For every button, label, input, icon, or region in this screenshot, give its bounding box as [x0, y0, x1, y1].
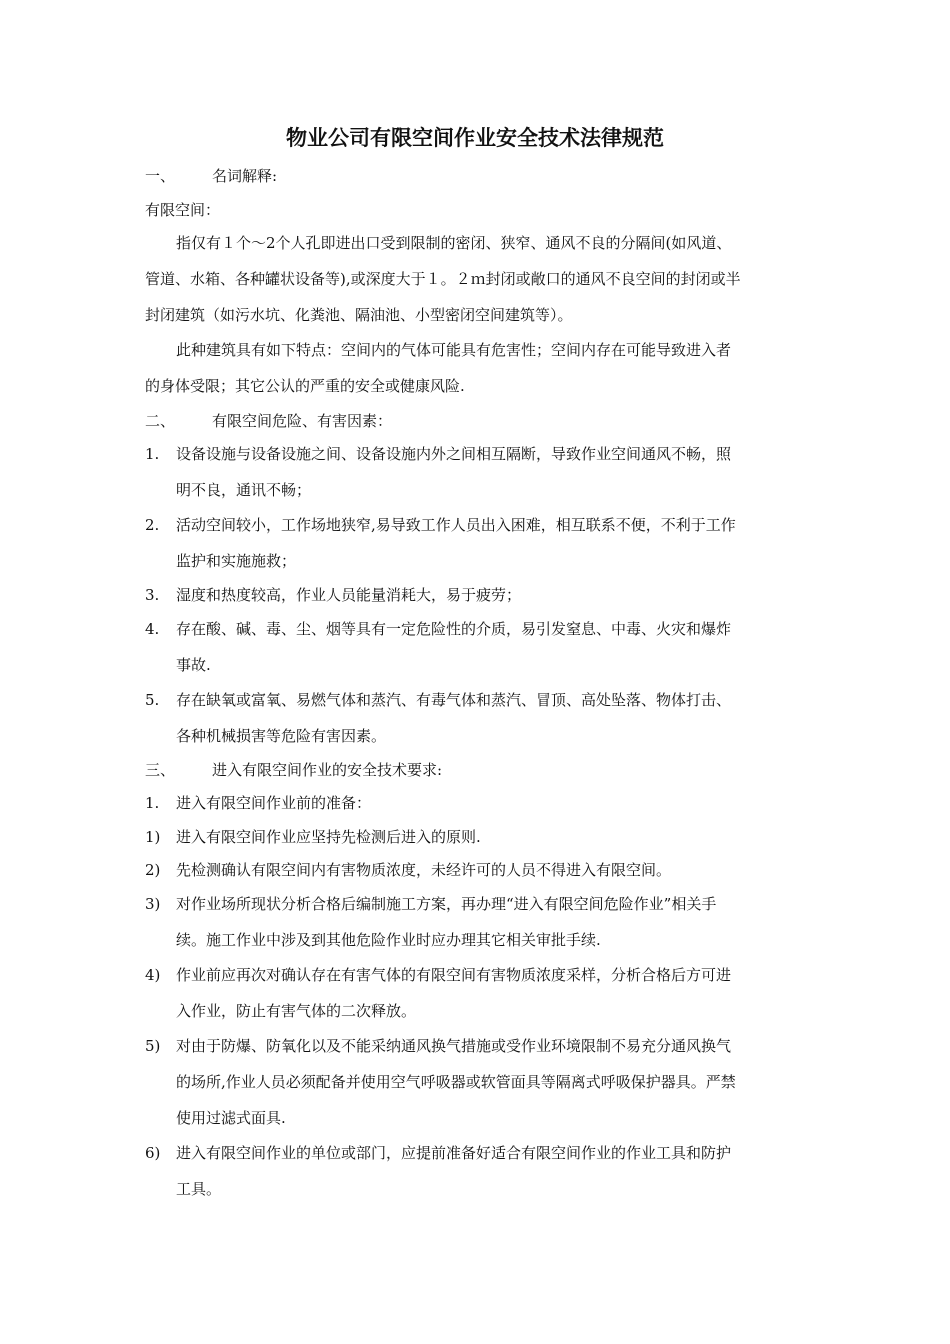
definition-heading: 有限空间： — [145, 201, 221, 219]
requirement-text: 进入有限空间作业的单位或部门，应提前准备好适合有限空间作业的作业工具和防护 — [176, 1144, 732, 1162]
section-2-number: 二、 — [145, 412, 176, 430]
requirement-text: 作业前应再次对确认存在有害气体的有限空间有害物质浓度采样，分析合格后方可进 — [176, 966, 732, 984]
requirement-text: 的场所,作业人员必须配备并使用空气呼吸器或软管面具等隔离式呼吸保护器具。严禁 — [176, 1073, 736, 1091]
hazard-number: 5. — [145, 691, 160, 709]
requirement-number: 4) — [145, 966, 161, 984]
hazard-text: 活动空间较小，工作场地狭窄,易导致工作人员出入困难，相互联系不便，不利于工作 — [176, 516, 736, 534]
requirement-number: 3) — [145, 895, 161, 913]
requirement-text: 续。施工作业中涉及到其他危险作业时应办理其它相关审批手续. — [176, 931, 601, 949]
definition-line: 管道、水箱、各种罐状设备等),或深度大于１。２ｍ封闭或敞口的通风不良空间的封闭或半 — [145, 270, 741, 288]
definition-line: 封闭建筑（如污水坑、化粪池、隔油池、小型密闭空间建筑等）。 — [145, 306, 573, 324]
requirement-heading-number: 1. — [145, 794, 160, 812]
document-title: 物业公司有限空间作业安全技术法律规范 — [286, 126, 664, 150]
requirement-text: 对由于防爆、防氧化以及不能采纳通风换气措施或受作业环境限制不易充分通风换气 — [176, 1037, 732, 1055]
requirement-text: 先检测确认有限空间内有害物质浓度，未经许可的人员不得进入有限空间。 — [176, 861, 672, 879]
features-line: 的身体受限；其它公认的严重的安全或健康风险. — [145, 377, 465, 395]
section-1-heading: 名词解释: — [212, 167, 278, 185]
hazard-text: 各种机械损害等危险有害因素。 — [176, 727, 387, 745]
hazard-text: 设备设施与设备设施之间、设备设施内外之间相互隔断，导致作业空间通风不畅，照 — [176, 445, 732, 463]
requirement-number: 5) — [145, 1037, 161, 1055]
hazard-number: 4. — [145, 620, 160, 638]
section-2-heading: 有限空间危险、有害因素： — [212, 412, 393, 430]
features-line: 此种建筑具有如下特点：空间内的气体可能具有危害性；空间内存在可能导致进入者 — [176, 341, 732, 359]
section-3-heading: 进入有限空间作业的安全技术要求: — [212, 761, 443, 779]
hazard-text: 湿度和热度较高，作业人员能量消耗大，易于疲劳； — [176, 586, 522, 604]
requirement-number: 6) — [145, 1144, 161, 1162]
requirement-number: 2) — [145, 861, 161, 879]
section-3-number: 三、 — [145, 761, 176, 779]
hazard-text: 存在酸、碱、毒、尘、烟等具有一定危险性的介质，易引发窒息、中毒、火灾和爆炸 — [176, 620, 732, 638]
requirement-text: 使用过滤式面具. — [176, 1109, 286, 1127]
requirement-text: 对作业场所现状分析合格后编制施工方案，再办理“进入有限空间危险作业”相关手 — [176, 895, 717, 913]
definition-line: 指仅有１个～2个人孔即进出口受到限制的密闭、狭窄、通风不良的分隔间(如风道、 — [176, 234, 732, 252]
requirement-text: 进入有限空间作业应坚持先检测后进入的原则. — [176, 828, 481, 846]
hazard-number: 3. — [145, 586, 160, 604]
hazard-text: 监护和实施施救； — [176, 552, 297, 570]
hazard-text: 存在缺氧或富氧、易燃气体和蒸汽、有毒气体和蒸汽、冒顶、高处坠落、物体打击、 — [176, 691, 732, 709]
hazard-number: 2. — [145, 516, 160, 534]
requirement-text: 工具。 — [176, 1180, 222, 1198]
requirement-text: 入作业，防止有害气体的二次释放。 — [176, 1002, 417, 1020]
requirement-heading: 进入有限空间作业前的准备： — [176, 794, 372, 812]
requirement-number: 1) — [145, 828, 161, 846]
section-1-number: 一、 — [145, 167, 176, 185]
hazard-text: 事故. — [176, 656, 211, 674]
hazard-text: 明不良，通讯不畅； — [176, 481, 312, 499]
hazard-number: 1. — [145, 445, 160, 463]
